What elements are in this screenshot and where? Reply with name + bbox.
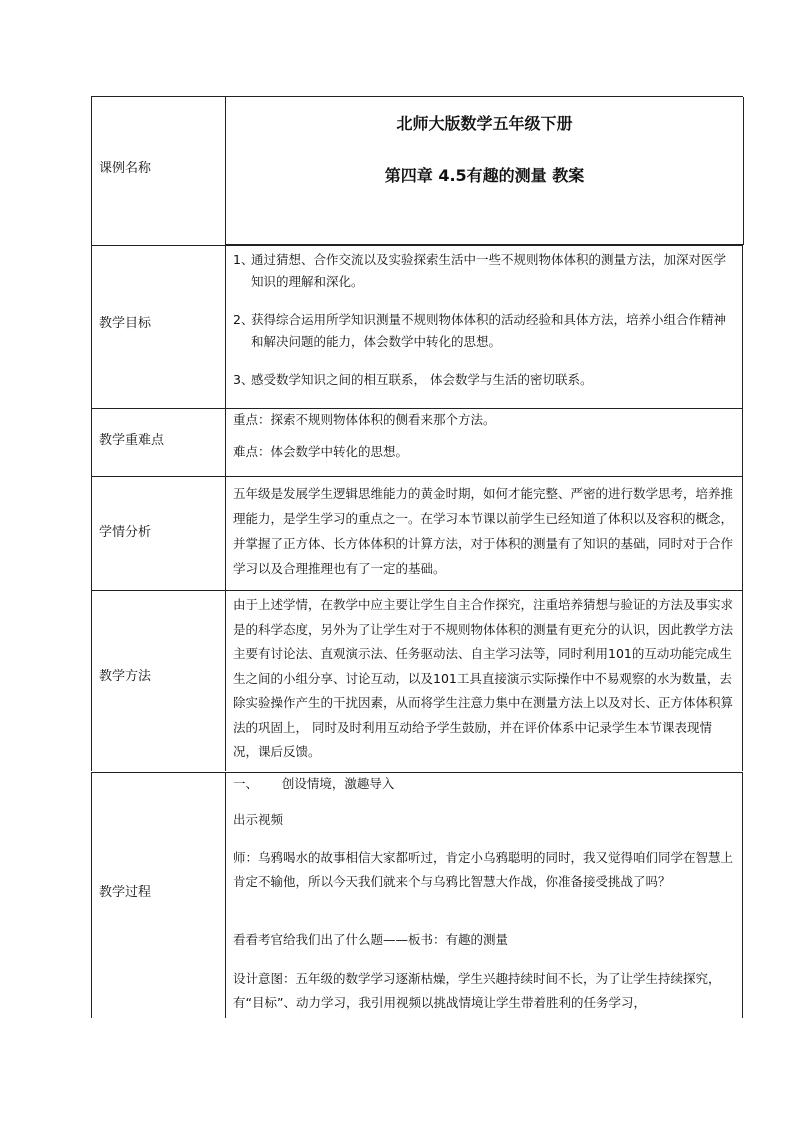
goal-text: 通过猜想、合作交流以及实验探索生活中一些不规则物体体积的测量方法，加深对医学知识的理解和深化。 (251, 252, 727, 289)
course-title-line2: 第四章 4.5有趣的测量 教案 (384, 166, 585, 185)
course-name-row (91, 96, 743, 245)
key-points-label: 教学重难点 (99, 433, 165, 448)
student-analysis-label: 学情分析 (99, 525, 152, 540)
process-video: 出示视频 (233, 812, 284, 827)
teaching-process-cell (225, 773, 743, 1018)
course-title-line1: 北师大版数学五年级下册 (396, 114, 573, 133)
teaching-process-label: 教学过程 (99, 885, 152, 900)
goal-number: 3、 (233, 372, 254, 387)
student-analysis-row (91, 476, 743, 591)
process-design-intent: 设计意图：五年级的数学学习逐渐枯燥，学生兴趣持续时间不长，为了让学生持续探究，有“目标”、动力学习，我引用视频以挑战情境让学生带着胜利的任务学习， (233, 971, 721, 1010)
important-point: 重点：探索不规则物体体积的侧看来那个方法。 (233, 412, 496, 427)
row-label-cell (91, 773, 226, 1018)
teaching-process-row (91, 772, 743, 1018)
difficult-point: 难点：体会数学中转化的思想。 (233, 444, 409, 459)
row-label-cell (91, 97, 226, 245)
goal-number: 1、 (233, 252, 254, 267)
teaching-methods-row (91, 590, 743, 771)
teaching-methods-text: 由于上述学情，在教学中应主要让学生自主合作探究，注重培养猜想与验证的方法及事实求是的科学态度，另外为了让学生对于不规则物体体积的测量有更充分的认识，因此教学方法主要有讨论法、直观演示法、任务驱动法、自主学习法等，同时利用101的互动功能完成生生之间的小组分享、讨论互动，以及101工具直接演示实际操作中不易观察的水为数量，去除实验操作产生的干扰因素，从而将学生注意力集中在测量方法上以及对长、正方体体积算法的巩固上， 同时及时利用互动给予学生鼓励，并在评价体系中记录学生本节课表现情况，课后反馈。 (233, 597, 734, 759)
process-section-heading: 一、 创设情境，激趣导入 (233, 776, 395, 791)
teaching-methods-cell (225, 591, 743, 771)
key-points-cell (225, 409, 743, 477)
student-analysis-cell (225, 477, 743, 591)
key-points-row (91, 408, 743, 477)
row-label-cell (91, 409, 226, 477)
goal-number: 2、 (233, 312, 254, 327)
course-title-cell (225, 97, 744, 245)
row-label-cell (91, 591, 226, 771)
process-board-note: 看看考官给我们出了什么题——板书：有趣的测量 (233, 932, 509, 947)
teaching-goals-label: 教学目标 (99, 316, 152, 331)
goal-text: 获得综合运用所学知识测量不规则物体体积的活动经验和具体方法，培养小组合作精神和解决问题的能力，体会数学中转化的思想。 (251, 312, 727, 349)
goal-text: 感受数学知识之间的相互联系， 体会数学与生活的密切联系。 (251, 372, 593, 387)
process-teacher-speech: 师：乌鸦喝水的故事相信大家都听过，肯定小乌鸦聪明的同时，我又觉得咱们同学在智慧上肯定不输他，所以今天我们就来个与乌鸦比智慧大作战，你准备接受挑战了吗？ (233, 850, 734, 889)
student-analysis-text: 五年级是发展学生逻辑思维能力的黄金时期，如何才能完整、严密的进行数学思考，培养推理能力，是学生学习的重点之一。在学习本节课以前学生已经知道了体积以及容积的概念，并掌握了正方体、长方体体积的计算方法，对于体积的测量有了知识的基础，同时对于合作学习以及合理推理也有了一定的基础。 (233, 486, 734, 576)
teaching-methods-label: 教学方法 (99, 669, 152, 684)
row-label-cell (91, 477, 226, 591)
course-name-label: 课例名称 (99, 161, 152, 176)
